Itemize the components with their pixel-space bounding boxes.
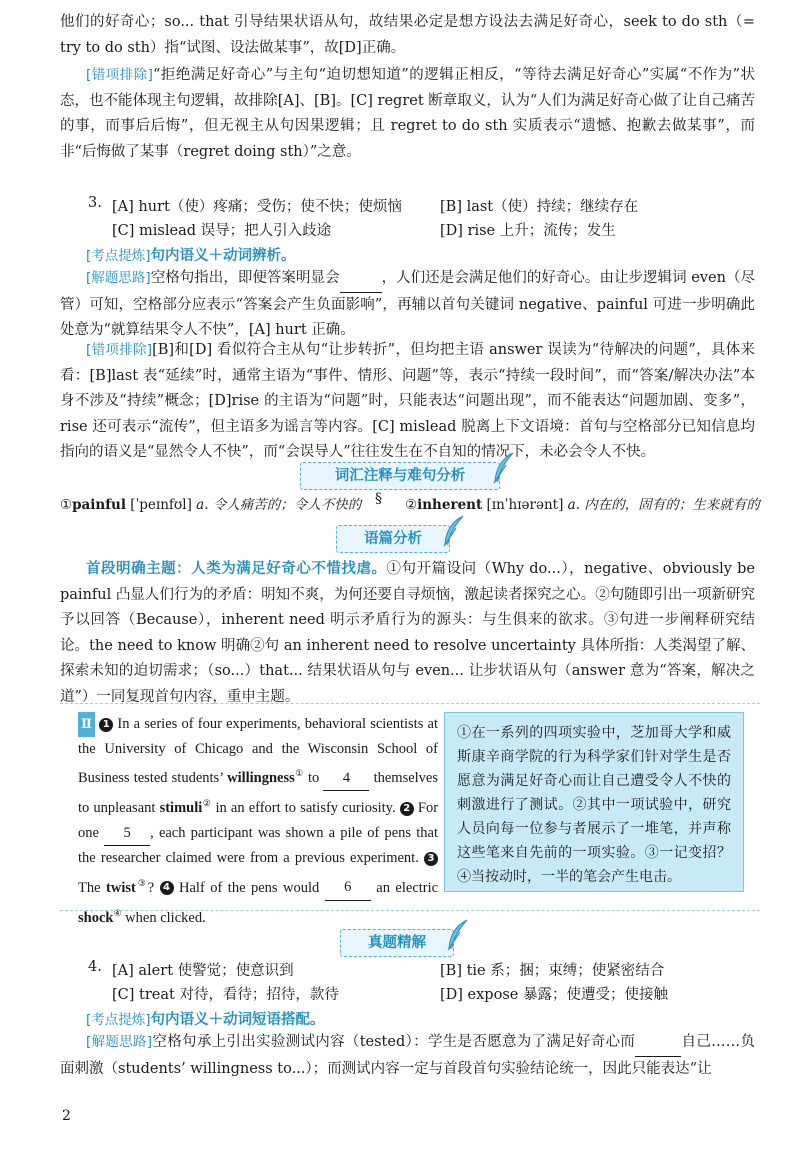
key-point-tag: [考点提炼] (86, 1012, 151, 1028)
vocab-item-2 (405, 493, 760, 513)
q3-wrong-options (60, 338, 755, 466)
sentence-text: For one (78, 800, 439, 841)
sentence-text: when clicked. (125, 909, 206, 926)
analysis-section-title: 语篇分析 (364, 531, 422, 547)
vocab-phonetic: [ɪnˈhɪərənt] (486, 497, 564, 513)
note-marker: ④ (113, 907, 122, 918)
sentence-text: in an effort to satisfy curiosity. (215, 800, 396, 817)
solution-text-a: 空格句指出，即便答案明显会 (150, 270, 340, 286)
explanation-text: 他们的好奇心；so... that 引导结果状语从句，故结果必定是想方设法去满足好奇心，seek to do sth（= try to do sth）指“试图、设法做某事”，故[D]正确。 (60, 14, 755, 56)
wrong-option-text: [B]和[D] 看似符合主从句“让步转折”，但均把主语 answer 误读为“待解决的问题”，具体来看：[B]last 表“延续”时，通常主语为“事件、情形、问题”等，表示“持续一段时间”，而“答案/解决办法”本身不涉及“持续”概念；[D]rise 的主语为“问题”时，只能表达“问题出现”，而不能表达“问题加剧、变多”，rise 还可表示“流传”，但主语多为谣言等内容。[C] mislead 脱离上下文语境：首句与空格部分已知信息均指向的语义是“显然令人不快”，而“会误导人”往往发生在不自知的情况下，未必会令人不快。 (60, 342, 755, 460)
note-marker: ① (294, 768, 304, 778)
vocab-definition: a. 令人痛苦的；令人不快的 (196, 497, 362, 513)
analysis-section-banner (336, 525, 450, 553)
zhenti-section-title: 真题精解 (368, 935, 426, 951)
note-marker: ② (202, 798, 212, 809)
blank-6: 6 (325, 875, 371, 901)
wrong-option-tag: [错项排除] (86, 342, 153, 358)
vocab-section-title: 词汇注释与难句分析 (334, 468, 466, 484)
key-point-text: 句内语义＋动词短语搭配。 (150, 1011, 325, 1028)
key-point-text: 句内语义＋动词辨析。 (150, 247, 296, 264)
vocab-number: ② (405, 497, 418, 513)
q3-option-a: [A] hurt（使）疼痛；受伤；使不快；使烦恼 (112, 199, 402, 215)
vocab-section-banner (300, 462, 500, 490)
explanation-paragraph (60, 10, 755, 61)
divider (60, 703, 760, 704)
wrong-option-paragraph (60, 63, 755, 165)
q3-solution (60, 266, 755, 344)
divider-mark: § (375, 491, 382, 507)
answer-blank (635, 1030, 681, 1057)
annotated-word: twist (106, 879, 136, 896)
analysis-paragraph (60, 556, 755, 710)
annotated-word: shock (78, 909, 114, 926)
answer-blank (340, 266, 382, 293)
blank-5: 5 (104, 821, 150, 847)
feather-pen-icon (491, 451, 517, 485)
translation-text: ①在一系列的四项实验中，芝加哥大学和威斯康辛商学院的行为科学家们针对学生是否愿意为满足好奇心而让自己遭受令人不快的刺激进行了测试。②其中一项试验中，研究人员向每一位参与者展示了一堆笔，并声称这些笔来自先前的一项实验。③一记变招？④当按动时，一半的笔会产生电击。 (457, 725, 731, 885)
feather-pen-icon (445, 918, 471, 952)
q4-number: 4. (88, 959, 102, 975)
q3-number: 3. (88, 195, 102, 211)
translation-box (444, 712, 744, 892)
q4-option-a: [A] alert 使警觉；使意识到 (112, 963, 294, 979)
sentence-text: The (78, 879, 101, 896)
q3-option-b: [B] last（使）持续；继续存在 (440, 199, 639, 215)
annotated-word: stimuli (159, 800, 203, 817)
q4-option-b: [B] tie 系；捆；束缚；使紧密结合 (440, 963, 665, 979)
sentence-text: an electric (376, 879, 439, 896)
q3-option-c: [C] mislead 误导；把人引入歧途 (112, 223, 332, 239)
part-label: Ⅱ (78, 712, 95, 737)
vocab-number: ① (60, 497, 73, 513)
key-point-tag: [考点提炼] (86, 248, 151, 264)
divider (60, 910, 760, 911)
annotated-word: willingness (227, 769, 295, 786)
solution-text-b: 自己……负面刺激（students’ willingness to...）；而测试内容一定与首段首句实验结论统一，因此只能表达“让 (60, 1034, 755, 1077)
sentence-number: 3 (424, 852, 438, 866)
analysis-body: ①句开篇设问（Why do...），negative、obviously be painful 凸显人们行为的矛盾：明知不爽，为何还要自寻烦恼，激起读者探究之心。②句随即引出一项新研究予以回答（Because），inherent need 明示矛盾行为的源头：与生俱来的欲求。③句进一步阐释研究结论。the need to know 明确②句 an inherent need to resolve uncertainty 具体所指：人类渴望了解、探索未知的迫切需求；（so...）that... 结果状语从句与 even... 让步状语从句（answer 意为“答案，解决之道”）一同复现首句内容，重申主题。 (60, 561, 755, 705)
analysis-lead: 首段明确主题：人类为满足好奇心不惜找虐。 (86, 560, 387, 577)
note-marker: ③ (135, 877, 148, 888)
vocab-word: painful (72, 497, 126, 513)
sentence-number: 4 (160, 881, 174, 895)
zhenti-section-banner (340, 929, 454, 957)
q4-option-d: [D] expose 暴露；使遭受；使接触 (440, 987, 668, 1003)
wrong-option-text: “拒绝满足好奇心”与主句“迫切想知道”的逻辑正相反，“等待去满足好奇心”实属“不作为”状态，也不能体现主句逻辑，故排除[A]、[B]。[C] regret 断章取义，认为“人们为满足好奇心做了让自己痛苦的事，而事后后悔”，但无视主从句因果逻辑；且 regret to do sth 实质表示“遗憾、抱歉去做某事”，而非“后悔做了某事（regret doing sth）”之意。 (60, 67, 755, 160)
q4-option-c: [C] treat 对待，看待；招待，款待 (112, 987, 339, 1003)
vocab-phonetic: [ˈpeɪnfʊl] (130, 497, 192, 513)
sentence-text: ? (147, 879, 155, 896)
vocab-word: inherent (417, 497, 483, 513)
blank-4: 4 (323, 766, 369, 792)
solution-text-b: ，人们还是会满足他们的好奇心。由让步逻辑词 even（尽管）可知，空格部分应表示“答案会产生负面影响”，再辅以首句关键词 negative、painful 可进一步明确此处意为“就算结果令人不快”，[A] hurt 正确。 (60, 270, 755, 338)
q4-solution (60, 1030, 755, 1082)
passage-excerpt (78, 712, 438, 930)
vocab-list (60, 493, 760, 513)
sentence-text: , each participant was shown a pile of pens that the researcher claimed were from a previous experiment. (78, 824, 438, 867)
wrong-option-tag: [错项排除] (86, 67, 153, 83)
page-number: 2 (62, 1108, 71, 1124)
sentence-number: 1 (99, 718, 113, 732)
sentence-text: themselves to unpleasant (78, 769, 439, 817)
solution-tag: [解题思路] (86, 1034, 153, 1050)
sentence-number: 2 (400, 802, 414, 816)
solution-text-a: 空格句承上引出实验测试内容（tested）：学生是否愿意为了满足好奇心而 (152, 1034, 636, 1050)
feather-pen-icon (441, 514, 467, 548)
q3-option-d: [D] rise 上升；流传；发生 (440, 223, 616, 239)
solution-tag: [解题思路] (86, 270, 151, 286)
sentence-text: In a series of four experiments, behavioral scientists at the University of Chicago and the Wisconsin School of Business tested students’ (78, 716, 439, 786)
sentence-text: to (308, 769, 320, 786)
sentence-text: Half of the pens would (179, 879, 320, 896)
vocab-definition: a. 内在的，固有的；生来就有的 (567, 497, 760, 513)
